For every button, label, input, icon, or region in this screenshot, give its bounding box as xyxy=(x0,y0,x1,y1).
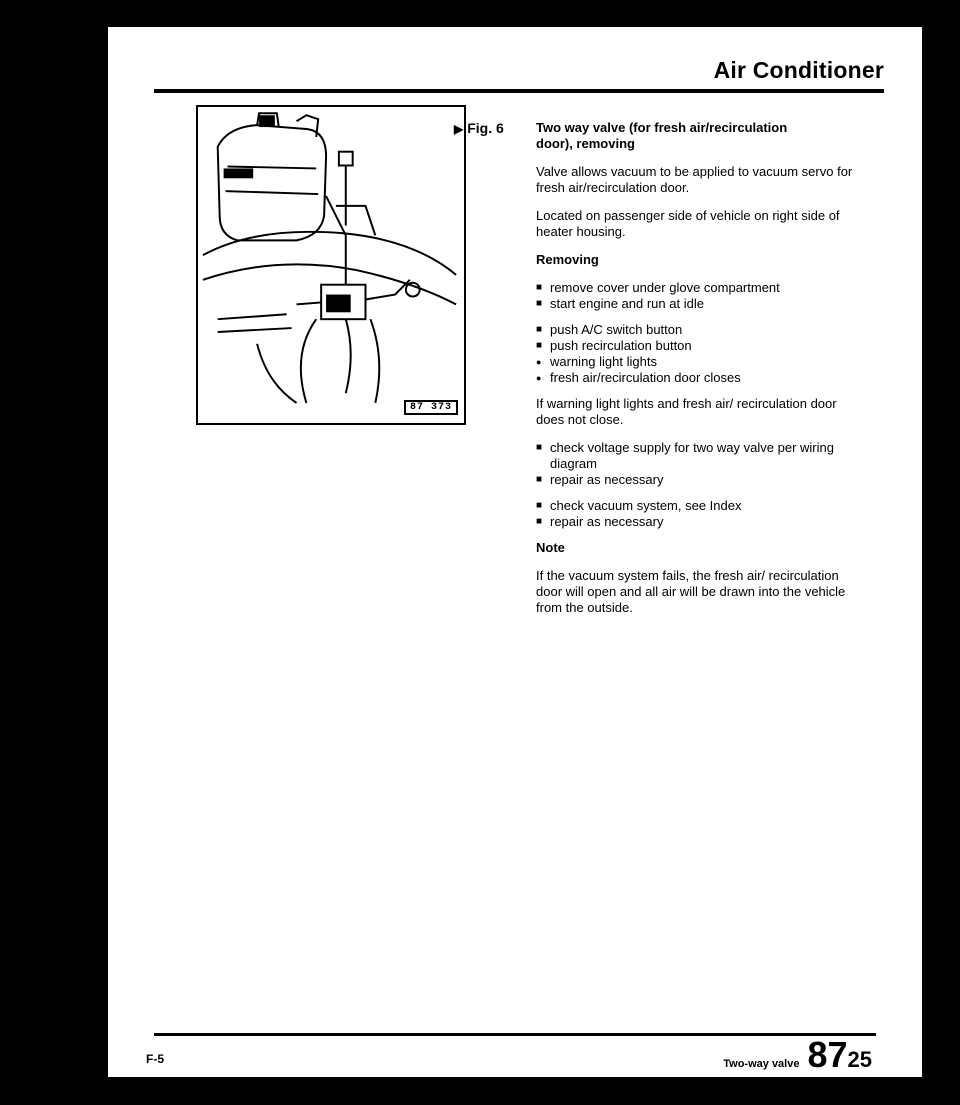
footer-caption: Two-way valve xyxy=(723,1058,800,1070)
procedure-content xyxy=(536,120,856,628)
description-paragraph: Valve allows vacuum to be applied to vacuum servo for fresh air/recirculation door. xyxy=(536,164,853,195)
sub-list-item: ● fresh air/recirculation door closes xyxy=(536,370,856,386)
list-item: ■ start engine and run at idle xyxy=(536,296,856,312)
steps-list-a xyxy=(536,280,856,312)
sub-steps-list xyxy=(536,354,856,386)
section-title: Air Conditioner xyxy=(713,57,884,83)
procedure-title-line2: door), removing xyxy=(536,136,635,151)
figure-illustration xyxy=(196,105,466,425)
list-item: ■ remove cover under glove compartment xyxy=(536,280,856,296)
footer-code: F-5 xyxy=(146,1052,164,1066)
figure-number: Fig. 6 xyxy=(467,120,504,136)
header-rule xyxy=(154,89,884,93)
list-item: ■ push A/C switch button xyxy=(536,322,856,338)
location-paragraph: Located on passenger side of vehicle on right side of heater housing. xyxy=(536,208,840,239)
manual-page xyxy=(108,27,922,1077)
procedure-title xyxy=(536,120,856,152)
list-item: ■ repair as necessary xyxy=(536,514,856,530)
removing-heading: Removing xyxy=(536,252,599,267)
footer-rule xyxy=(154,1033,876,1036)
list-item: ■ repair as necessary xyxy=(536,472,856,488)
steps-list-d xyxy=(536,498,856,530)
footer-page-info xyxy=(723,1034,872,1078)
list-item: ■ check vacuum system, see Index xyxy=(536,498,856,514)
page-number-minor: 25 xyxy=(847,1047,872,1072)
sub-list-item: ● warning light lights xyxy=(536,354,856,370)
valve-drawing xyxy=(198,107,464,423)
condition-paragraph: If warning light lights and fresh air/ recirculation door does not close. xyxy=(536,396,837,427)
page-number-major: 87 xyxy=(807,1034,848,1075)
page-number xyxy=(807,1034,872,1078)
figure-id-badge: 87 373 xyxy=(404,400,458,415)
pointer-arrow-icon: ▶ xyxy=(454,122,464,136)
note-heading: Note xyxy=(536,540,565,555)
list-item: ■ check voltage supply for two way valve per wiring diagram xyxy=(536,440,856,472)
procedure-title-line1: Two way valve (for fresh air/recirculation xyxy=(536,120,788,135)
figure-label xyxy=(454,120,504,136)
steps-list-c xyxy=(536,440,856,488)
note-paragraph: If the vacuum system fails, the fresh air/ recirculation door will open and all air will be drawn into the vehicle from the outside. xyxy=(536,568,846,615)
steps-list-b xyxy=(536,322,856,386)
list-item: ■ push recirculation button xyxy=(536,338,856,354)
sub-list-container xyxy=(536,354,856,386)
